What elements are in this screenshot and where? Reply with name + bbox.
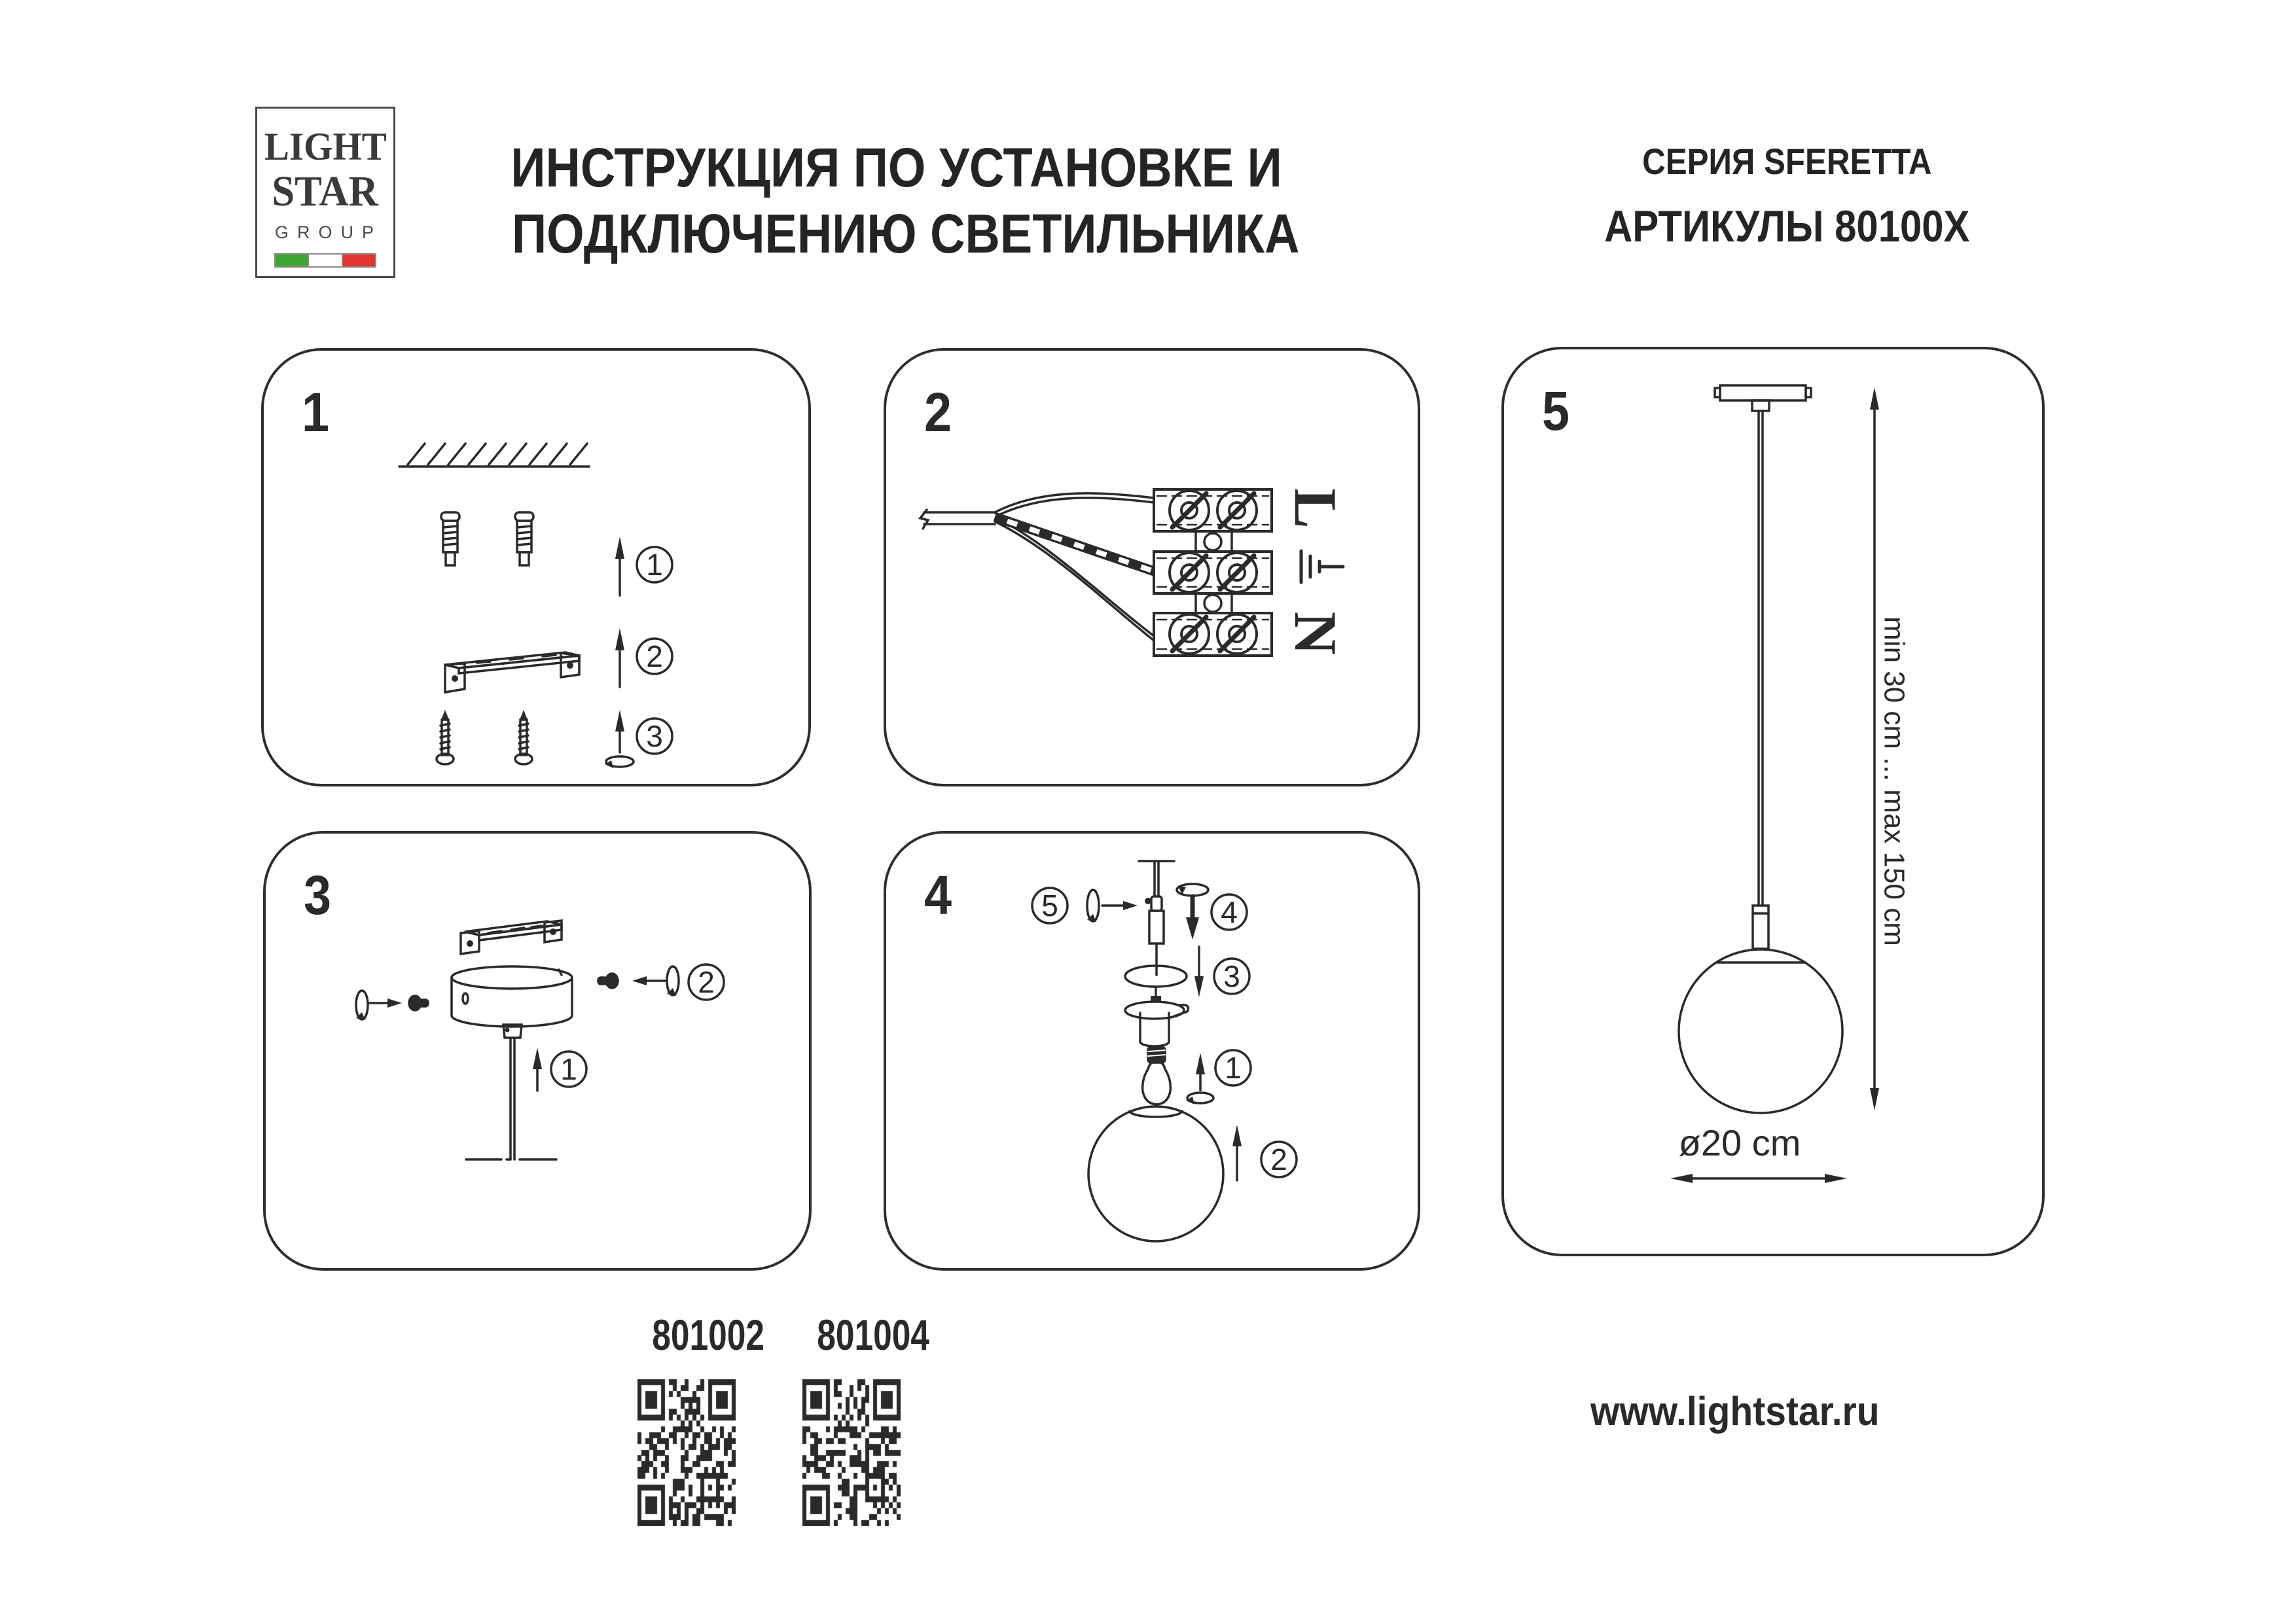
- bulb-icon: [1143, 1047, 1171, 1104]
- step-4-badge: 4: [1221, 895, 1238, 929]
- terminal-block-icon: [1154, 552, 1272, 593]
- panel-2-drawing: [886, 351, 1418, 784]
- step-3-badge: 3: [646, 719, 663, 753]
- article-number-right: 801004: [817, 1311, 930, 1359]
- screw-in-arrow-icon: [605, 710, 634, 768]
- height-dimension-arrow: [1870, 387, 1879, 1110]
- step-5-badge: 5: [1041, 889, 1058, 923]
- page-title: [458, 135, 1300, 267]
- suspension-cord: [1155, 861, 1158, 896]
- step-1-badge: 1: [1225, 1051, 1242, 1085]
- screw-icon: [515, 710, 532, 764]
- rotate-icon: [356, 991, 368, 1020]
- suspension-cord: [1759, 411, 1763, 906]
- articles-code: АРТИКУЛЫ 80100X: [1604, 202, 1970, 251]
- mounting-bracket-icon: [445, 652, 579, 692]
- step-2-badge: 2: [646, 639, 663, 673]
- panel-5-number: 5: [1542, 380, 1569, 442]
- panel-5-drawing: [1504, 349, 2042, 1254]
- rotate-icon: [667, 966, 679, 996]
- screw-icon: [409, 996, 428, 1010]
- down-arrow-icon: [1186, 896, 1199, 940]
- step-3-badge: 3: [1223, 959, 1240, 993]
- up-arrow-icon: [615, 537, 624, 595]
- screw-icon: [437, 710, 454, 764]
- terminal-spine: [1196, 531, 1232, 613]
- ceiling-hatch-icon: [399, 444, 589, 467]
- lightstar-logo: [255, 107, 395, 278]
- glass-globe-icon: [1088, 1106, 1223, 1241]
- panel-1-drawing: [264, 351, 808, 784]
- earth-wire-icon: [995, 513, 1154, 575]
- website-url: www.lightstar.ru: [1590, 1389, 1880, 1434]
- panel-1-number: 1: [302, 381, 329, 443]
- rotate-icon: [1177, 884, 1208, 896]
- step-2-badge: 2: [698, 965, 715, 999]
- panel-step-1: [261, 348, 811, 786]
- logo-light-text: LIGHT: [264, 125, 387, 168]
- diameter-label: ø20 cm: [1678, 1122, 1801, 1163]
- ceiling-plate-icon: [1715, 385, 1811, 411]
- panel-2-number: 2: [924, 381, 951, 443]
- title-line-1: ИНСТРУКЦИЯ ПО УСТАНОВКЕ И: [511, 137, 1282, 198]
- panel-4-drawing: [886, 834, 1418, 1268]
- rotate-icon: [1087, 890, 1099, 922]
- mains-cable-icon: [920, 493, 1154, 641]
- panel-3-number: 3: [304, 864, 331, 926]
- qr-code-right: [802, 1379, 901, 1526]
- left-arrow-icon: [632, 976, 666, 985]
- height-range-label: min 30 cm ... max 150 cm: [1878, 616, 1910, 946]
- panel-step-5: [1501, 347, 2045, 1256]
- title-line-2: ПОДКЛЮЧЕНИЮ СВЕТИЛЬНИКА: [512, 203, 1300, 264]
- neutral-label: N: [1282, 611, 1349, 656]
- mounting-bracket-icon: [461, 921, 562, 954]
- article-number-left: 801002: [652, 1311, 765, 1359]
- down-arrow-icon: [1194, 947, 1204, 997]
- qr-code-left: [637, 1379, 736, 1526]
- flag-red: [343, 255, 375, 266]
- right-arrow-icon: [369, 998, 402, 1008]
- panel-step-4: [884, 831, 1420, 1271]
- panel-step-2: [884, 348, 1420, 786]
- screw-icon: [598, 974, 618, 988]
- live-label: L: [1282, 488, 1349, 529]
- step-1-badge: 1: [646, 548, 663, 582]
- series-header: [1525, 140, 2049, 252]
- stem-icon: [1753, 906, 1768, 949]
- panel-step-3: [263, 831, 812, 1271]
- terminal-block-icon: [1154, 613, 1272, 656]
- panel-4-number: 4: [924, 864, 951, 926]
- diameter-dimension-arrow: [1670, 1174, 1847, 1183]
- step-1-badge: 1: [560, 1052, 577, 1086]
- wall-plug-icon: [515, 512, 533, 565]
- series-name: СЕРИЯ SFERETTA: [1641, 141, 1932, 182]
- suspension-cord: [466, 1038, 556, 1159]
- right-arrow-icon: [1102, 901, 1138, 910]
- flag-green: [276, 255, 308, 266]
- flag-white: [308, 255, 342, 266]
- step-2-badge: 2: [1270, 1142, 1287, 1176]
- ceiling-canopy-icon: [452, 966, 572, 1027]
- up-arrow-icon: [533, 1048, 542, 1091]
- screw-in-arrow-icon: [1186, 1053, 1213, 1104]
- socket-cup-icon: [1125, 1002, 1189, 1046]
- earth-ground-icon: [1301, 551, 1343, 582]
- up-arrow-icon: [615, 628, 624, 687]
- panel-3-drawing: [266, 834, 809, 1268]
- glass-globe-icon: [1679, 949, 1842, 1113]
- up-arrow-icon: [1232, 1125, 1242, 1180]
- italian-flag-icon: [274, 253, 376, 268]
- logo-star-text: STAR: [272, 168, 379, 215]
- terminal-block-icon: [1154, 489, 1272, 531]
- suspension-tube-icon: [1149, 896, 1164, 975]
- wall-plug-icon: [441, 512, 459, 565]
- logo-group-text: GROUP: [274, 222, 382, 242]
